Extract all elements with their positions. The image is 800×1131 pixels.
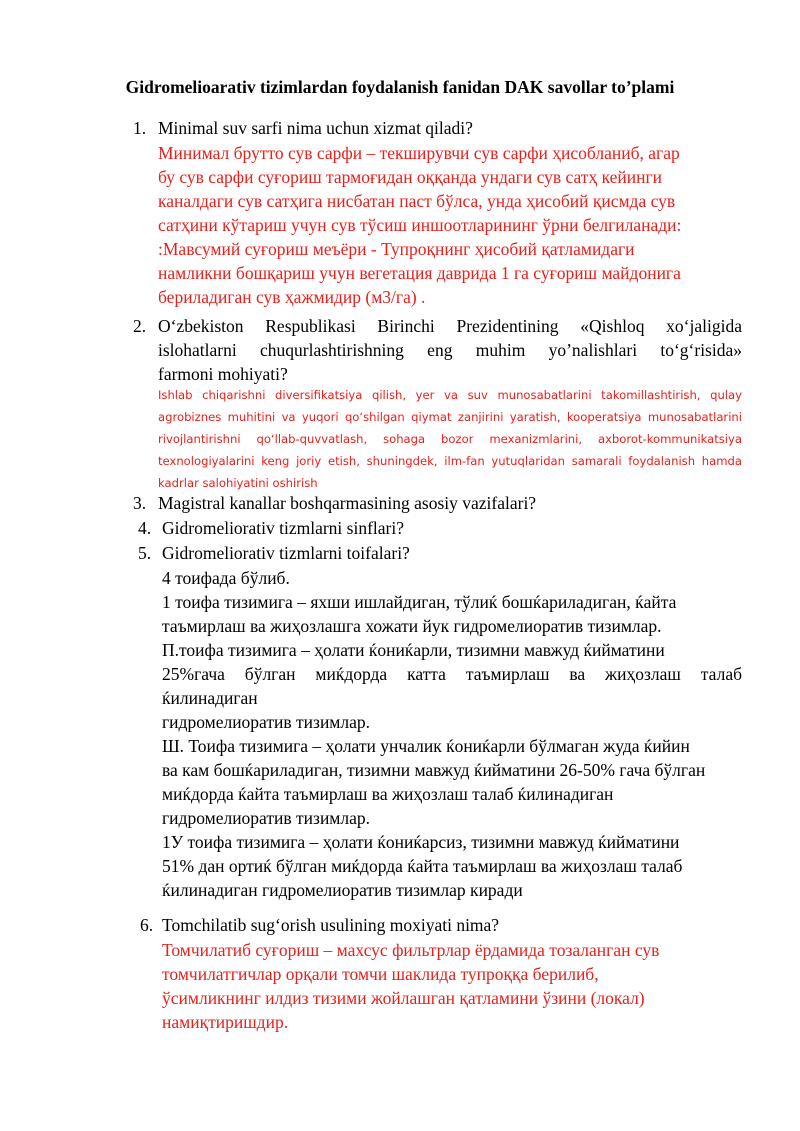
answer-5-line: гидромелиоратив тизимлар. <box>162 712 371 732</box>
answer-1 <box>158 141 758 309</box>
answer-6-line: томчилатгичлар орқали томчи шаклида тупроққа берилиб, <box>162 964 599 984</box>
answer-2-line: texnologiyalarini keng joriy etish, shuningdek, ilm-fan yutuqlaridan samarali foydalanish hamda <box>158 454 742 468</box>
answer-6-line: намиқтиришдир. <box>162 1012 289 1032</box>
answer-5-line: 1У тоифа тизимига – ҳолати ќониќарсиз, тизимни мавжуд ќийматини <box>162 832 680 852</box>
answer-6 <box>162 938 742 1034</box>
answer-1-line: бу сув сарфи суғориш тармоғидан оққанда ундаги сув сатҳ кейинги <box>158 167 663 187</box>
answer-5-line: ќилинадиган гидромелиоратив тизимлар киради <box>162 880 523 900</box>
question-6-number: 6. <box>140 915 154 935</box>
answer-1-line: бериладиган сув ҳажмидир (м3/га) . <box>158 287 426 307</box>
answer-5-line: 25%гача бўлган миќдорда катта таъмирлаш ва жиҳозлаш талаб <box>162 664 742 684</box>
answer-2-line: Ishlab chiqarishni diversifikatsiya qilish, yer va suv munosabatlarini takomillashtirish, qulay <box>158 388 742 402</box>
question-4-number: 4. <box>138 518 152 538</box>
answer-5-line: Ш. Тоифа тизимига – ҳолати унчалик ќониќарли бўлмаган жуда ќийин <box>162 736 690 756</box>
answer-2-line: rivojlantirishni qo‘llab-quvvatlash, sohaga bozor mexanizmlarini, axborot-kommunikatsiya <box>158 432 742 446</box>
question-3-number: 3. <box>133 493 147 513</box>
answer-2-line: kadrlar salohiyatini oshirish <box>158 476 318 490</box>
answer-1-line: сатҳини кўтариш учун сув тўсиш иншоотларининг ўрни белгиланади: <box>158 215 682 235</box>
answer-1-line: каналдаги сув сатҳига нисбатан паст бўлса, унда ҳисобий қисмда сув <box>158 191 676 211</box>
question-6-text: Tomchilatib sug‘orish usulining moxiyati nima? <box>162 915 500 935</box>
answer-5-line: 1 тоифа тизимига – яхши ишлайдиган, тўлиќ бошќариладиган, ќайта <box>162 592 677 612</box>
document-title: Gidromelioarativ tizimlardan foydalanish fanidan DAK savollar to’plami <box>125 77 675 97</box>
answer-5-line: гидромелиоратив тизимлар. <box>162 808 371 828</box>
answer-1-line: :Мавсумий суғориш меъёри - Тупроқнинг ҳисобий қатламидаги <box>158 239 635 259</box>
answer-5 <box>162 566 742 902</box>
question-2-line: O‘zbekiston Respublikasi Birinchi Prezidentining «Qishloq xo‘jaligida <box>158 316 742 336</box>
answer-2-line: agrobiznes muhitini va yuqori qo‘shilgan qiymat zanjirini yaratish, kooperatsiya munosabatlarini <box>158 410 742 424</box>
question-5-number: 5. <box>138 543 152 563</box>
answer-1-line: намликни бошқариш учун вегетация даврида 1 га суғориш майдонига <box>158 263 681 283</box>
question-2-line: farmoni mohiyati? <box>158 364 288 384</box>
answer-1-line: Минимал брутто сув сарфи – текширувчи сув сарфи ҳисобланиб, агар <box>158 143 680 163</box>
question-1-number: 1. <box>133 118 147 138</box>
answer-5-line: П.тоифа тизимига – ҳолати ќониќарли, тизимни мавжуд ќийматини <box>162 640 665 660</box>
answer-6-line: Томчилатиб суғориш – махсус фильтрлар ёрдамида тозаланган сув <box>162 940 660 960</box>
answer-2 <box>158 384 742 494</box>
answer-5-line: 4 тоифада бўлиб. <box>162 568 290 588</box>
answer-6-line: ўсимликнинг илдиз тизими жойлашган қатламини ўзини (локал) <box>162 988 645 1008</box>
answer-5-line: ќилинадиган <box>162 688 258 708</box>
question-2-text <box>158 314 742 386</box>
answer-5-line: 51% дан ортиќ бўлган миќдорда ќайта таъмирлаш ва жиҳозлаш талаб <box>162 856 683 876</box>
answer-5-line: ва кам бошќариладиган, тизимни мавжуд ќийматини 26-50% гача бўлган <box>162 760 706 780</box>
question-1-text: Minimal suv sarfi nima uchun xizmat qiladi? <box>158 118 473 138</box>
question-2-line: islohatlarni chuqurlashtirishning eng muhim yo’nalishlari to‘g‘risida» <box>158 340 742 360</box>
answer-5-line: миќдорда ќайта таъмирлаш ва жиҳозлаш талаб ќилинадиган <box>162 784 614 804</box>
question-3-text: Magistral kanallar boshqarmasining asosiy vazifalari? <box>158 493 537 513</box>
answer-5-line: таъмирлаш ва жиҳозлашга хожати йук гидромелиоратив тизимлар. <box>162 616 662 636</box>
question-4-text: Gidromeliorativ tizmlarni sinflari? <box>162 518 405 538</box>
question-2-number: 2. <box>133 316 147 336</box>
question-5-text: Gidromeliorativ tizmlarni toifalari? <box>162 543 410 563</box>
